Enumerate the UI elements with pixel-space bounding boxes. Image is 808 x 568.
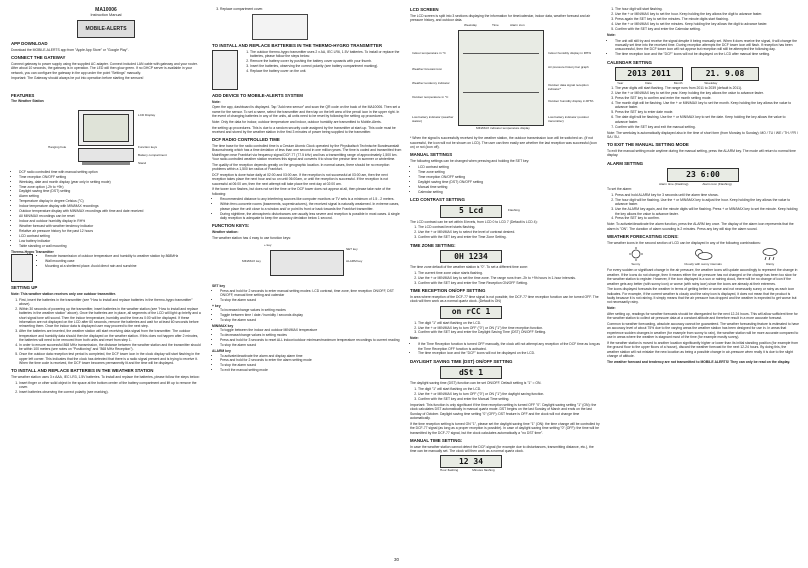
alarm-text: To set the alarm: [607,187,633,192]
list-item: • Toggle between time / date / humidity / seconds display [220,313,402,317]
list-item: 3. Press again the SET key to set the minutes. The minute digits start flashing. [615,17,799,21]
function-keys-text: The weather station has 4 easy to use function keys: [212,235,291,240]
label-battery-compartment: Battery compartment [138,152,167,157]
manual-time-heading: MANUAL TIME SETTING: [410,437,463,443]
label-tendency: Weather tendency indicator [412,81,450,86]
alarm-note: Note: To activate/deactivate the alarm function, press the ALARM key once. The display of the alarm icon represents that the alarm is "ON". The duration of alarm sounding is 2 minutes. Press any key will stop the alarm sound. [607,222,794,231]
plus-key-heading: + key [212,303,221,308]
logo-text: MOBILE-ALERTS [85,26,127,33]
calendar-lcd-date: 21. 9.08 [691,67,759,81]
list-item: • During nighttime, the atmospheric disturbances are usually less severe and reception is possible in most cases. A single daily reception is adequate to keep the accuracy deviation below 1 second. [220,212,402,221]
alarm-time-flashing-label: Alarm time (Flashing) [659,182,689,187]
list-item: • Calendar setting [418,190,600,194]
brand-logo [77,20,135,38]
label-outdoor-temp: Outdoor temperature in °C [412,95,449,100]
forecast-heading: WEATHER FORECASTING ICONS: [607,234,679,240]
rcc-notes [418,342,600,356]
install-tx-batteries-heading: TO INSTALL AND REPLACE BATTERIES IN THE THERMO-HYGRO TRANSMITTER [212,43,383,49]
dcf-text-2: The quality of the reception depends greatly on the geographic location. In normal cases, there should be no reception problems within a 1,500 km radius of Frankfurt. [212,162,390,172]
contrast-steps [418,225,600,239]
list-item: 3. Use the ALARM key again, and the minute digits will be flashing. Press + or MIN/MAX key to set the minute. Keep holding the key allows the value to advance faster. [615,207,799,216]
manual-time-lcd: 12 34 [440,455,502,468]
contrast-flashing-label: Flashing [508,208,520,213]
list-item: 2. Use the + or MIN/MAX key to set the hour. Keep holding the key allows the digit to advance faster. [615,12,799,16]
minmax-key-list [220,328,402,347]
list-item: • To exit the manual setting mode [220,368,402,372]
list-item: • To stop the alarm sound [220,343,402,347]
station-stand [82,162,130,165]
forecast-text-5: Common to weather forecasting, absolute accuracy cannot be guaranteed. The weather forecasting feature is estimated to have an accuracy level of about 75% due to the varying areas the weather station has been designed for use in. In areas that experience sudden changes in weather (for example from sunny to rain), the weather station will be more accurate compared to use in areas where the weather is stagnant most of the time (for example mostly sunny). [607,321,799,340]
list-item: • To stop the alarm sound [220,363,402,367]
add-device-text-2: the setting up procedures. This is due to a random security code assigned by the transmitter at start-up. This code must be received and stored by the weather station in the first 3 minutes of power being supplied to the transmitter. [212,125,396,134]
list-item: • Indoor temperature display with MIN/MAX recordings [19,204,201,208]
install-ws-text: The weather station uses 3 x AAA, IEC LR3, 1.5V batteries. To install and replace the batteries, please follow the steps below: [11,375,200,380]
label-function-keys: Function keys [138,144,158,149]
list-item: 2. Use the + or MIN/MAX key to set the time zone. The range runs from -2h to +9h hours in 1-hour intervals. [418,276,600,280]
list-item: 7. Confirm with the SET key and exit the manual setting. [615,125,799,129]
function-keys-sub: Weather station: [212,230,239,235]
battery-compartment-illustration [252,14,308,40]
cal-label-date: Date [645,81,652,86]
forecast-label-rainy: Rainy [766,261,775,266]
contrast-text: The LCD contrast can be set within 8 levels, from LCD 0 to LCD 7 (Default is LCD 4): [410,219,538,224]
calendar-note: Note: The weekday is automatically displayed also in the time of short form (from Monday to Sunday): MO / TU / WE / TH / FR / SA / SU. [607,130,798,139]
dcf-text-4: If the tower icon flashes, but does not set the time or the DCF tower does not appear at all, then please take note of the following: [212,187,391,196]
list-item: • The time reception icon and the "DCF" icons will not be displayed on the LCD. [418,351,600,355]
list-item: • Wall mounting case [45,259,178,263]
list-item: • Press and hold for 3 seconds to reset ALL indoor/outdoor minimum/maximum temperature recordings to current reading [220,338,402,342]
exit-heading: TO EXIT THE MANUAL SETTING MODE [607,142,689,148]
label-alarm-key: ALARM key [346,259,363,264]
rcc-lcd: on rCC 1 [440,306,502,319]
lcd-indoor-section [463,57,539,93]
lcd-screen-diagram [412,24,598,130]
list-item: 2. Insert batteries observing the correct polarity (see marking). [19,390,201,394]
alarm-lcd: 23 6:00 [667,168,739,182]
cal-label-month: Month [673,81,683,86]
lcd-screen-heading: LCD SCREEN [410,7,439,12]
forecast-rainy [761,247,779,266]
dcf-text-3: DCF reception is done twice daily at 02:00 and 03:00 am. If the reception is not successful at 03:00 am, then the next reception takes place the next hour and so on until 06:00am, or until the reception is successful. If the reception is not successful at 06:00 am, then the next attempt will take place the next day at 02:00 am. [212,172,389,186]
lcd-outdoor-section [463,96,539,124]
thermo-feature-list [45,254,178,269]
dst-lcd: dSt 1 [440,366,502,379]
column-1 [11,7,201,396]
dst-heading: DAYLIGHT SAVING TIME (DST) ON/OFF SETTING [410,358,513,364]
list-item: 2. Remove the battery cover by pushing the battery cover upwards with your thumb. [250,59,402,63]
sunny-icon [627,247,645,261]
forecast-text-4: After setting up, readings for weather forecasts should be disregarded for the next 12-24 hours. This will allow sufficient time for the weather station to collect air pressure data at a constant altitude and therefore result in a more accurate forecast. [607,311,798,321]
contrast-heading: LCD CONTRAST SETTING [410,196,465,202]
label-set-key: SET key [346,247,358,252]
time-zone-heading: TIME ZONE SETTING: [410,242,456,248]
setting-up-note: Note: This weather station receives only one outdoor transmitter. [11,291,116,296]
time-zone-lcd: 0H 1234 [440,250,502,263]
features-heading: FEATURES [11,92,35,98]
list-item: • LCD contrast setting [19,234,201,238]
list-item: 1. The hour digit will start flashing. [615,7,799,11]
list-item: 1. The digit "1" will start flashing on the LCD. [418,321,600,325]
alarm-icon-flashing-label: Alarm icon (Flashing) [702,182,732,187]
lcd-screen-text: The LCD screen is split into 3 sections displaying the information for time/calendar, indoor data, weather forecast and air pressure history, and outdoor data. [410,13,591,22]
list-item: • The time reception icon and the "DCF" icons will not be displayed on the LCD after manual time setting. [615,52,799,56]
list-item: 2. Use the + or MIN/MAX key to set the year. Keep holding the key allows the value to advance faster. [615,91,799,95]
lcd-panel [458,30,544,126]
dst-steps [418,387,600,401]
list-item: 1. The outdoor thermo-hygro transmitter uses 2 x AA, IEC LR6, 1.5V batteries. To install or replace the batteries, please follow the steps below: [250,50,402,59]
forecast-sunny [627,247,645,266]
set-key-list [220,289,402,303]
forecast-label-sunny: Sunny [631,261,641,266]
label-alarm-icon: Alarm icon [510,23,525,28]
add-device-note-label: Note: [212,99,221,104]
time-notes [615,39,799,57]
forecast-note-label: Note: [607,306,616,311]
list-item: • To activate/deactivate the alarm and display alarm time [220,354,402,358]
list-item: • Within ferro-concrete rooms (basements, superstructures), the received signal is naturally weakened. In extreme cases, please place the unit close to a window and/ or point its front or back towards the Frankfurt transmitter. [220,202,402,211]
list-item: • Daylight saving time (DST) setting [19,189,201,193]
list-item: • Low battery indicator [19,239,201,243]
list-item: 4. In order to ensure successful 868 MHz transmission, the distance between the weather station and the transmitter should be within 100 meters (see notes on "Positioning" and "868 MHz Reception"). [19,343,201,352]
time-zone-text: The time zone default of the weather station is "0". To set a different time zone: [410,265,529,270]
list-item: • To stop the alarm sound [220,298,402,302]
list-item: • Weather forecast with weather tendency indicator [19,224,201,228]
calendar-steps [615,86,799,129]
weather-station-heading: The Weather Station [11,99,44,104]
install-tx-steps [250,50,402,88]
alarm-key-list [220,354,402,373]
list-item: • Manual time setting [418,185,600,189]
list-item: • Table standing or wall mounting [19,244,201,248]
add-device-text: Open the app, dashboard is displayed. Tap "Add new sensor" and scan the QR code on the back of the MA10006. Then set a name for the sensor. To set a name, select the transmitter and then tap on the left area of the pencil icon in the upper right. In the event of changing batteries in any of the units, all units need to be reset by following the setting up procedures. [212,105,400,119]
alarm-setting-heading: ALARM SETTING [607,160,644,166]
dst-extra: If the time reception setting is turned ON "1", please set the daylight saving time "1" (ON): the time change will be controlled by the DCF-77 signal (as long as a proper reception is possible). In case of daylight saving time setting "0" (OFF): the time will be transmitted by the DCF-77 signal, but the clock calculates automatically a "no DST time". [410,421,600,435]
list-item: 3. Replace compartment cover. [220,7,402,11]
label-reception: Outdoor data signal reception indicator* [548,83,589,92]
weather-station-feature-list [19,170,201,249]
forecast-final: The weather forecast and tendency are not transmitted to MOBILE ALERTS! They can only be read on the display. [607,359,791,364]
list-item: • Time zone option (-2h to +9h) [19,185,201,189]
dst-text: The daylight saving time (DST) function can be set ON/OFF. Default setting is "1" = ON. [410,381,542,386]
add-device-heading: ADD DEVICE TO MOBILE-ALERTS SYSTEM [212,92,303,98]
setting-up-heading: SETTING UP [11,285,38,291]
app-download-heading: APP DOWNLOAD [11,41,48,47]
list-item: • Mounting at a sheltered place. Avoid direct rain and sunshine [45,264,178,268]
list-item: 1. Press and hold ALARM key for 3 seconds until the alarm time shows. [615,193,799,197]
list-item: 1. The digit "1" will start flashing on the LCD. [418,387,600,391]
label-weekday: Weekday [464,23,477,28]
manual-settings-text: The following settings can be changed when pressing and holding the SET key: [410,159,530,164]
calendar-lcd-year: 2013 2011 [615,67,683,81]
connect-gateway-heading: CONNECT THE GATEWAY [11,55,66,61]
list-item: • All MIN/MAX recordings can be reset [19,214,201,218]
manual-settings-heading: MANUAL SETTINGS [410,152,453,158]
column-3 [410,7,600,473]
list-item: • Time reception ON/OFF setting [418,175,600,179]
list-item: 2. Use the + or MIN/MAX key to turn OFF ("0") or ON ("1") the time reception function. [418,326,600,330]
label-stand: Stand [138,160,147,165]
label-hanging-hole: Hanging hole [48,144,67,149]
hour-flashing-label: Hour flashing [440,468,459,473]
lcd-time-section [463,34,539,54]
list-item: 1. First, insert the batteries in the transmitter (see "How to install and replace batteries in the thermo-hygro transmitter" above). [19,298,201,307]
list-item: • Remote transmission of outdoor temperature and humidity to weather station by 868MHz [45,254,178,258]
station-lcd [83,114,129,142]
list-item: 2. The hour digit will be flashing. Use the + or MIN/MAX key to adjust the hour. Keep holding the key allows the value to advance faster. [615,198,799,207]
column-4 [607,7,799,365]
label-low-battery-ws: Low battery indicator (weather station) [412,115,454,124]
rcc-heading: TIME RECEPTION ON/OFF SETTING [410,288,486,294]
calendar-heading: CALENDAR SETTING [607,59,652,65]
station-front [78,110,134,146]
list-item: • Recommended distance to any interfering sources like computer monitors or TV sets is a minimum of 1.5 - 2 meters. [220,197,402,201]
list-item: 4. Press the SET key to confirm. [615,216,799,220]
list-item: • LCD contrast setting [418,165,600,169]
rcc-text: In area where reception of the DCF-77 time signal is not possible, the DCF-77 time reception function can be turned OFF. The clock will then work as a normal quartz clock. (Default is ON) [410,294,599,304]
time-note-label: Note: [607,32,616,37]
dst-important: Important: This function is only significant if the time reception setting is turned OFF "0". Daylight saving setting "1" (ON): the clock calculates DST automatically in manual quartz mode. DST begins on the last Sunday of March and ends on the last Sunday of October. Daylight saving time setting "0" (OFF): DST feature is OFF and the clock will not change time automatically. [410,403,597,421]
cal-label-year: Year [617,81,624,86]
label-minmax-key: MIN/MAX key [242,259,261,264]
list-item: 5. Press the SET key to enter date mode. [615,110,799,114]
station-back [78,148,134,162]
cloudy-sunny-icon [692,247,714,261]
page-number: 30 [394,557,400,562]
cal-label-weekday: Weekday [704,81,718,86]
list-item: • Temperature display in degree Celsius (°C) [19,199,201,203]
label-lcd-display: LCD Display [138,112,156,117]
forecast-text-2: For every sudden or significant change in the air pressure, the weather icons will update accordingly to represent the change in weather. If the icons do not change, then it means either the air pressure has not changed or the change has been too slow for the weather station to register. However, if the icon displayed is a sun or raining cloud, there will be no change of icon if the weather gets any better (with sunny icon) or worse (with rainy icon) since the icons are already at their extremes. [607,268,798,286]
station-top-view [270,250,344,276]
forecast-icons-row [607,247,799,266]
plus-key-list [220,308,402,322]
label-low-battery-tx: Low battery indicator (outdoor transmitter) [548,115,589,124]
list-item: 3. After the batteries are inserted, the weather station will start receiving data signal from the transmitter. The outdoor temperature and humidity data should then be displayed on the weather station. If this does not happen after 2 minutes, the batteries will need to be removed from both units and reset from step 1. [19,329,201,342]
alarm-steps [615,193,799,221]
list-item: 1. Insert finger or other solid object in the space at the bottom center of the battery compartment and lift up to remove the cover. [19,381,201,390]
forecast-text: The weather icons in the second section of LCD can be displayed in any of the following combinations: [607,240,761,245]
list-item: 2. Use the + or MIN/MAX key to select the level of contrast desired. [418,230,600,234]
list-item: • To stop the alarm sound [220,318,402,322]
contrast-lcd: 5 Lcd [440,205,502,218]
add-device-note: Note: Only the data for indoor, outdoor temperature and indoor, outdoor humidity are transmitted to Mobile-Alerts. [212,119,382,124]
list-item: 1. The LCD contrast level starts flashing. [418,225,600,229]
install-ws-step-3 [220,7,402,11]
list-item: • Relative air pressure history for the past 12 hours [19,229,201,233]
list-item: 3. Press the SET key to confirm and enter the month setting mode. [615,96,799,100]
label-pressure-history: Air pressure history bar graph [548,65,589,70]
list-item: • Weekday, date and month display (year only in setting mode) [19,180,201,184]
rcc-note-label: Note: [410,336,419,341]
alarm-key-heading: ALARM key [212,349,231,354]
time-zone-steps [418,271,600,285]
list-item: 4. The month digit will be flashing. Use the + or MIN/MAX key to set the month. Keep holding the key allows the value to advance faster. [615,101,799,110]
forecast-text-3: The icons displayed forecasts the weather in terms of getting better or worse and not necessarily sunny or rainy as each icon indicates. For example, if the current weather is cloudy and the rainy icon is displayed, it does not mean that the product is faulty because it is not raining. It simply means that the air pressure has dropped and the weather is expected to get worse but not necessarily rainy. [607,287,797,305]
rcc-steps [418,321,600,335]
list-item: 1. The current time zone value starts flashing. [418,271,600,275]
list-item: • Indoor and outdoor humidity display in RH% [19,219,201,223]
list-item: 2. Use the + or MIN/MAX key to turn OFF ("0") or ON ("1") the daylight saving function. [418,392,600,396]
list-item: • To decrease/change values in setting modes [220,333,402,337]
label-time: Time [492,23,499,28]
install-ws-batteries-heading: TO INSTALL AND REPLACE BATTERIES IN THE WEATHER STATION [11,368,154,374]
manual-time-steps [615,7,799,31]
list-item: • The unit will still try and receive the signal despite it being manually set. When it does receive the signal, it will change the manually set time into the received time. During reception attempts the DCF tower icon will flash. If reception has been unsuccessful, then the DCF tower icon will not appear but reception will still be attempted the following day. [615,39,799,52]
list-item: 3. Confirm with the SET key and enter the Manual Time setting. [418,397,600,401]
list-item: 5. Once the outdoor data reception test period is completed, the DCF tower icon in the clock display will start flashing in the upper left corner. This indicates that the clock has detected that there is a radio signal present and is trying to receive it. When the time code is received, the DCF tower becomes permanently lit and the time will be displayed. [19,352,201,365]
list-item: 2. Within 30 seconds of powering up the transmitter, insert batteries in the weather station (see "How to install and replace batteries in the weather station" above). Once the batteries are in place, all segments of the LCD will light up briefly and a short signal tone will sound. Then the indoor temperature, humidity and the time as 0:00 will be displayed. If these information are not displayed on the LCD after 60 seconds, remove the batteries and wait for at least 60 seconds before reinserting them. Once the indoor data is displayed user may proceed to the next step. [19,307,201,329]
list-item: 3. Confirm with the SET key and enter the Time Zone Setting. [418,235,600,239]
manual-subtitle: Instruction Manual [90,13,122,18]
list-item: • To increase/change values in setting modes [220,308,402,312]
exit-text: To exit the manual setting mode anytime during the manual setting, press the ALARM key. The mode will return to normal time display. [607,148,796,158]
app-download-text: Download the MOBILE-ALERTS app from "Apple App Store" or "Google Play". [11,47,129,52]
list-item: 3. Insert the batteries, observing the correct polarity (see battery compartment marking). [250,64,402,68]
dcf-heading: DCF RADIO CONTROLLED TIME [212,137,280,143]
connect-gateway-text: Connect gateway to power supply using the supplied AC adapter. Connect included LAN cable with gateway and your router. After about 10 seconds, the gateway is in operation. The LED will then glow green. If no DHCP server is available in your network, you can configure the gateway in the app under the point "Settings" manually. [11,61,198,75]
list-item: 1. The year digits will start flashing. The range runs from 2011 to 2039 (default is 2011). [615,86,799,90]
list-item: • Time zone setting [418,170,600,174]
label-indoor-temp: Indoor temperature in °C [412,51,446,56]
list-item: 6. The date digit will be flashing. Use the + or MIN/MAX key to set the date. Keep holding the key allows the value to advance faster. [615,115,799,124]
list-item: 4. Replace the battery cover on the unit. [250,69,402,73]
dcf-text: The time base for the radio controlled time is a Cesium Atomic Clock operated by the Physikalisch Technische Bundesanstalt Braunschweig which has a time deviation of less than one second in one million years. The time is coded and transmitted from Mainflingen near Frankfurt via frequency signal DCF-77 (77.5 kHz) and has a transmitting range of approximately 1,500 km. Your radio-controlled weather station receives this signal and converts it to show the precise time in summer or wintertime. [212,143,402,161]
weather-station-illustration [46,106,166,168]
transmitter-battery-illustration [212,50,238,90]
list-item: • To toggle between the indoor and outdoor MIN/MAX temperature [220,328,402,332]
column-2 [212,7,402,374]
label-minmax: MIN/MAX indicator temperature display [476,126,530,131]
list-item: • Press and hold for 2 seconds to enter the alarm setting mode [220,358,402,362]
label-plus-key: + key [264,243,272,248]
minmax-key-heading: MIN/MAX key [212,324,234,328]
label-outdoor-humidity: Outdoor humidity display in RH% [548,99,594,104]
dcf-list [220,197,402,220]
minutes-flashing-label: Minutes flashing [472,468,495,473]
manual-time-text: In case the weather station cannot detect the DCF-signal (for example due to disturbances, transmitting distance, etc.), the time can be manually set. The clock will then work as a normal quartz clock. [410,444,594,453]
transmitter-illustration [11,254,33,282]
manual-settings-list [418,165,600,194]
list-item: • If the Time Reception function is turned OFF manually, the clock will not attempt any reception of the DCF time as long as the Time Reception OFF function is activated. [418,342,600,351]
list-item: • Outdoor temperature display with MIN/MAX recordings with time and date received [19,209,201,213]
list-item: 3. Confirm with the SET key and enter the Daylight Saving Time (DST) ON/OFF Setting. [418,330,600,334]
function-keys-illustration [242,242,372,282]
list-item: • Daylight saving time (DST) ON/OFF setting [418,180,600,184]
label-forecast-icon: Weather forecast icon [412,67,443,72]
model-number: MA10006 [95,7,117,13]
install-ws-steps [19,381,201,395]
list-item: 3. Confirm with the SET key and enter the Time Reception ON/OFF Setting. [418,281,600,285]
thermo-hygro-heading: Thermo-Hygro Transmitter [11,249,54,254]
setting-up-steps [19,298,201,366]
label-indoor-humidity: Indoor humidity display in RH% [548,51,591,56]
rainy-icon [761,247,779,261]
important-text: Important: The Gateway should always be put into operation before starting the sensors! [11,76,144,81]
lcd-note: * When the signal is successfully received by the weather station, the outdoor transmission icon will be switched on. (If not successful, the icon will not be shown on LCD). The user can then easily see whether the last reception was successful (icon on) or not (icon off). [410,136,597,150]
function-keys-heading: FUNCTION KEYS: [212,223,250,229]
forecast-text-6: If the weather station is moved to another location significantly higher or lower than its initial standing position (for example from the ground floor to the upper floors of a house), discard the weather forecast for the next 12-24 hours. By doing this, the weather station will not mistake the new location as being a possible change in air-pressure when really it is due to the slight change of altitude. [607,340,799,358]
forecast-cloudy [684,247,722,266]
list-item: 4. Use the + or MIN/MAX key to set the minutes. Keep holding the key allows the digit to advance faster. [615,22,799,26]
list-item: • DCF radio controlled time with manual setting option [19,170,201,174]
list-item: • Time reception ON/OFF setting [19,175,201,179]
list-item: 5. Confirm with the SET key and enter the Calendar setting. [615,27,799,31]
forecast-label-cloudy: Cloudy with sunny intervals [684,261,722,266]
list-item: • Press and hold for 2 seconds to enter manual setting modes: LCD contrast, time zone, time reception ON/OFF, DST ON/OFF, manual time setting and calendar [220,289,402,298]
list-item: • Alarm setting [19,194,201,198]
set-key-heading: SET key [212,284,226,289]
